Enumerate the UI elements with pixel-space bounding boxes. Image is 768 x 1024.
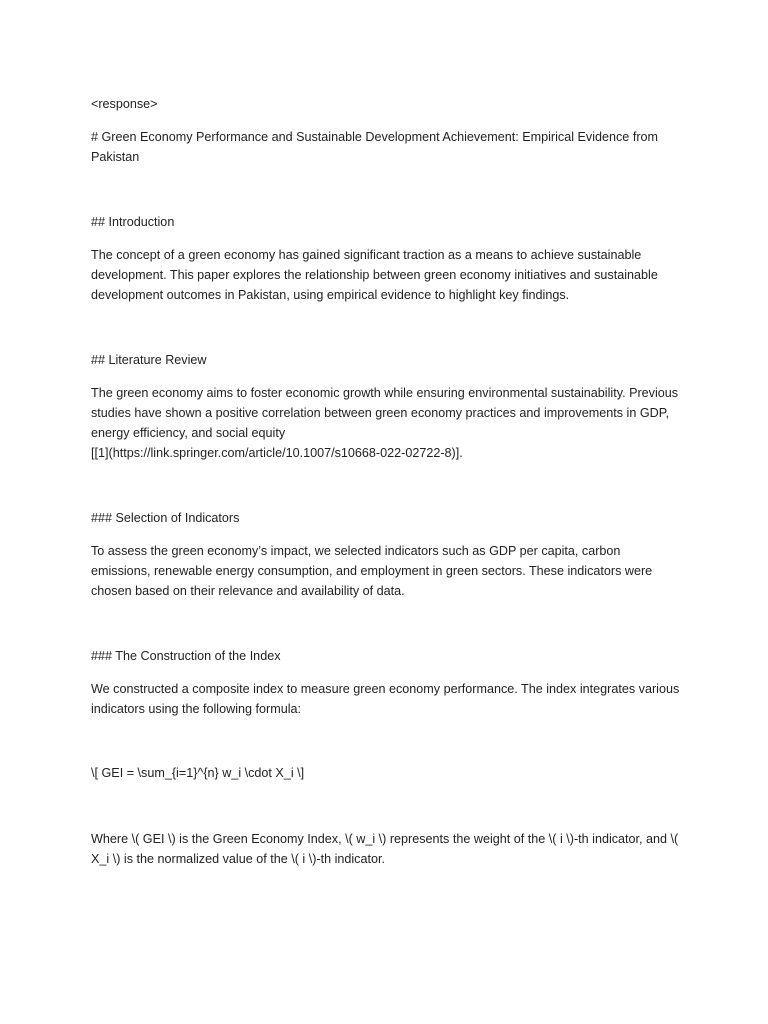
introduction-heading: ## Introduction <box>91 215 175 229</box>
literature-review-paragraph <box>91 383 681 463</box>
selection-heading: ### Selection of Indicators <box>91 511 240 525</box>
document-body <box>91 94 681 869</box>
citation-link[interactable]: [[1](https://link.springer.com/article/10.1007/s10668-022-02722-8)]. <box>91 446 463 460</box>
construction-paragraph: We constructed a composite index to measure green economy performance. The index integrates various indicators using the following formula: <box>91 682 683 716</box>
formula-explanation: Where \( GEI \) is the Green Economy Index, \( w_i \) represents the weight of the \( i \)-th indicator, and \( X_i \) is the normalized value of the \( i \)-th indicator. <box>91 832 682 866</box>
document-title: # Green Economy Performance and Sustainable Development Achievement: Empirical Evidence from Pakistan <box>91 130 662 164</box>
gei-formula: \[ GEI = \sum_{i=1}^{n} w_i \cdot X_i \] <box>91 766 305 780</box>
literature-review-heading: ## Literature Review <box>91 353 207 367</box>
selection-paragraph: To assess the green economy’s impact, we selected indicators such as GDP per capita, carbon emissions, renewable energy consumption, and employment in green sectors. These indicators were chosen based on their relevance and availability of data. <box>91 544 656 598</box>
literature-review-text: The green economy aims to foster economic growth while ensuring environmental sustainability. Previous studies have shown a positive correlation between green economy practices and improvements in GDP, energy efficiency, and social equity <box>91 386 682 440</box>
construction-heading: ### The Construction of the Index <box>91 649 281 663</box>
response-tag: <response> <box>91 97 158 111</box>
introduction-paragraph: The concept of a green economy has gained significant traction as a means to achieve sustainable development. This paper explores the relationship between green economy initiatives and sustainable development outcomes in Pakistan, using empirical evidence to highlight key findings. <box>91 248 662 302</box>
